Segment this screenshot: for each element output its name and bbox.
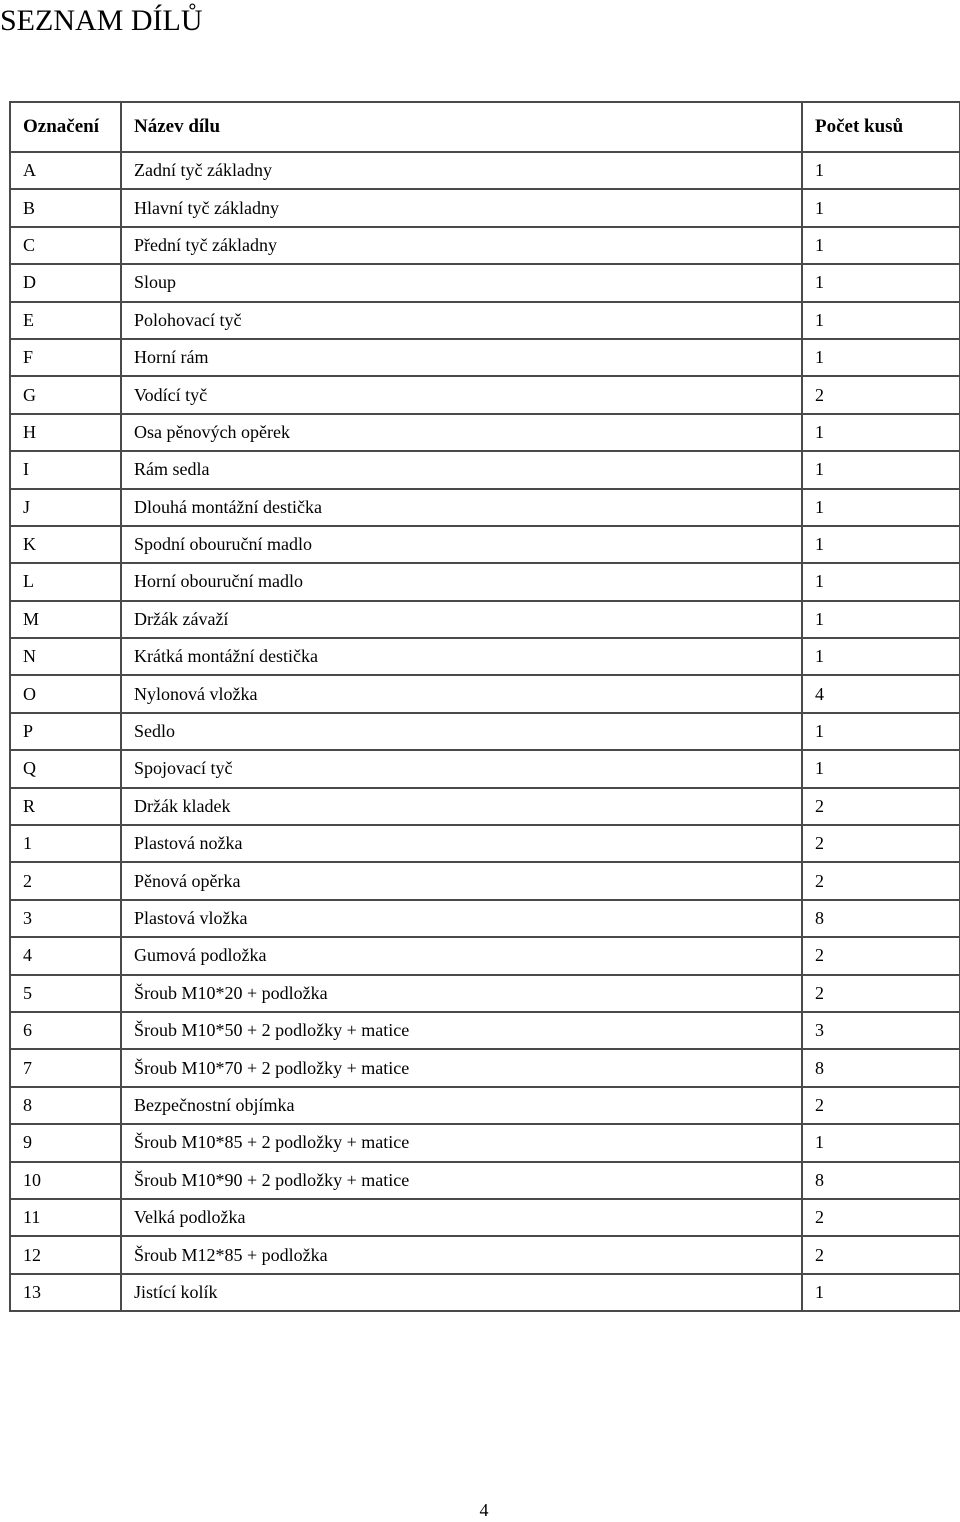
table-row [10,189,960,226]
cell-designation: 2 [10,862,121,899]
table-row [10,601,960,638]
page-number: 4 [479,1500,489,1520]
cell-quantity: 1 [802,750,960,787]
cell-quantity: 2 [802,1236,960,1273]
cell-designation: 13 [10,1274,121,1311]
cell-designation: M [10,601,121,638]
cell-designation: K [10,526,121,563]
cell-quantity: 1 [802,302,960,339]
cell-part-name: Hlavní tyč základny [121,189,802,226]
cell-designation: L [10,563,121,600]
table-row [10,376,960,413]
cell-designation: 12 [10,1236,121,1273]
table-row [10,414,960,451]
table-row [10,339,960,376]
cell-quantity: 8 [802,1162,960,1199]
cell-quantity: 2 [802,1199,960,1236]
cell-quantity: 2 [802,862,960,899]
table-row [10,1274,960,1311]
cell-quantity: 1 [802,339,960,376]
cell-part-name: Šroub M10*90 + 2 podložky + matice [121,1162,802,1199]
cell-part-name: Sedlo [121,713,802,750]
cell-designation: 8 [10,1087,121,1124]
table-row [10,713,960,750]
cell-quantity: 1 [802,414,960,451]
cell-quantity: 1 [802,1124,960,1161]
cell-designation: 9 [10,1124,121,1161]
cell-quantity: 1 [802,526,960,563]
cell-part-name: Krátká montážní destička [121,638,802,675]
table-row [10,825,960,862]
cell-part-name: Velká podložka [121,1199,802,1236]
cell-part-name: Šroub M10*50 + 2 podložky + matice [121,1012,802,1049]
cell-quantity: 1 [802,563,960,600]
cell-designation: 3 [10,900,121,937]
cell-designation: 7 [10,1049,121,1086]
cell-quantity: 8 [802,900,960,937]
cell-quantity: 2 [802,975,960,1012]
cell-part-name: Dlouhá montážní destička [121,489,802,526]
cell-quantity: 1 [802,1274,960,1311]
table-row [10,1162,960,1199]
table-header-row [10,102,960,152]
cell-part-name: Šroub M10*20 + podložka [121,975,802,1012]
cell-quantity: 1 [802,713,960,750]
cell-designation: 5 [10,975,121,1012]
table-row [10,788,960,825]
page-title: SEZNAM DÍLŮ [0,4,203,37]
cell-part-name: Pěnová opěrka [121,862,802,899]
cell-quantity: 2 [802,937,960,974]
column-header-designation: Označení [10,102,121,152]
table-row [10,1087,960,1124]
cell-designation: P [10,713,121,750]
cell-designation: R [10,788,121,825]
cell-quantity: 2 [802,376,960,413]
cell-designation: J [10,489,121,526]
cell-designation: B [10,189,121,226]
table-row [10,675,960,712]
cell-designation: 6 [10,1012,121,1049]
table-row [10,638,960,675]
cell-part-name: Sloup [121,264,802,301]
cell-designation: 11 [10,1199,121,1236]
cell-designation: O [10,675,121,712]
cell-quantity: 1 [802,638,960,675]
table-row [10,526,960,563]
cell-part-name: Šroub M10*85 + 2 podložky + matice [121,1124,802,1161]
column-header-quantity: Počet kusů [802,102,960,152]
cell-designation: H [10,414,121,451]
cell-part-name: Držák kladek [121,788,802,825]
cell-quantity: 1 [802,451,960,488]
table-row [10,1199,960,1236]
cell-part-name: Horní rám [121,339,802,376]
cell-quantity: 2 [802,788,960,825]
cell-designation: G [10,376,121,413]
cell-part-name: Polohovací tyč [121,302,802,339]
cell-quantity: 4 [802,675,960,712]
cell-part-name: Spodní obouruční madlo [121,526,802,563]
cell-quantity: 1 [802,152,960,189]
table-row [10,1012,960,1049]
cell-designation: C [10,227,121,264]
cell-quantity: 1 [802,489,960,526]
cell-quantity: 2 [802,1087,960,1124]
cell-part-name: Rám sedla [121,451,802,488]
table-row [10,451,960,488]
table-row [10,750,960,787]
cell-quantity: 1 [802,189,960,226]
column-header-part-name: Název dílu [121,102,802,152]
cell-designation: I [10,451,121,488]
table-row [10,862,960,899]
cell-designation: 4 [10,937,121,974]
table-row [10,900,960,937]
cell-designation: 1 [10,825,121,862]
cell-part-name: Horní obouruční madlo [121,563,802,600]
table-row [10,975,960,1012]
cell-part-name: Plastová vložka [121,900,802,937]
table-row [10,1236,960,1273]
cell-part-name: Plastová nožka [121,825,802,862]
cell-designation: F [10,339,121,376]
table-row [10,1124,960,1161]
table-row [10,1049,960,1086]
table-row [10,302,960,339]
cell-part-name: Zadní tyč základny [121,152,802,189]
cell-part-name: Gumová podložka [121,937,802,974]
table-row [10,937,960,974]
cell-part-name: Přední tyč základny [121,227,802,264]
cell-part-name: Jistící kolík [121,1274,802,1311]
cell-designation: E [10,302,121,339]
cell-part-name: Bezpečnostní objímka [121,1087,802,1124]
cell-designation: Q [10,750,121,787]
cell-part-name: Šroub M10*70 + 2 podložky + matice [121,1049,802,1086]
cell-quantity: 1 [802,264,960,301]
table-body [10,152,960,1311]
cell-designation: D [10,264,121,301]
cell-part-name: Nylonová vložka [121,675,802,712]
cell-quantity: 2 [802,825,960,862]
cell-quantity: 3 [802,1012,960,1049]
cell-part-name: Spojovací tyč [121,750,802,787]
parts-table [9,101,960,1312]
cell-designation: 10 [10,1162,121,1199]
table-row [10,489,960,526]
cell-part-name: Osa pěnových opěrek [121,414,802,451]
cell-quantity: 1 [802,227,960,264]
table-row [10,264,960,301]
cell-quantity: 1 [802,601,960,638]
cell-quantity: 8 [802,1049,960,1086]
cell-designation: N [10,638,121,675]
cell-part-name: Vodící tyč [121,376,802,413]
table-row [10,563,960,600]
cell-designation: A [10,152,121,189]
cell-part-name: Šroub M12*85 + podložka [121,1236,802,1273]
cell-part-name: Držák závaží [121,601,802,638]
table-row [10,152,960,189]
table-row [10,227,960,264]
